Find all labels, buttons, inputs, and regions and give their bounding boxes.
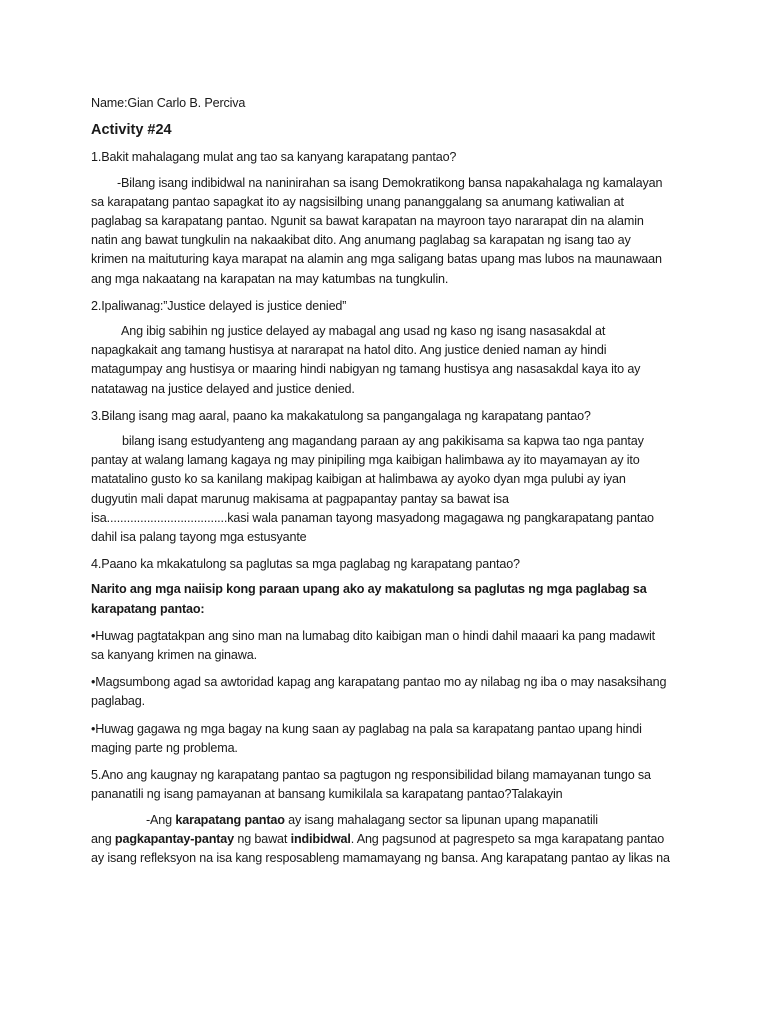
answer-3 <box>91 432 681 547</box>
answer-5-text: ang <box>91 831 115 846</box>
answer-4-intro-line: Narito ang mga naiisip kong paraan upang ako ay makatulong sa paglutas ng mga paglabag sa <box>91 582 647 597</box>
answer-5-line: ay isang refleksyon na isa kang resposableng mamamayang ng bansa. Ang karapatang pantao ay likas na <box>91 850 670 865</box>
bullet-item <box>91 627 681 665</box>
answer-5-line <box>91 811 681 830</box>
answer-5-text: -Ang <box>146 812 176 827</box>
answer-5-line <box>91 830 681 849</box>
bullet-line: sa kanyang krimen na ginawa. <box>91 648 257 663</box>
answer-5-text: . Ang pagsunod at pagrespeto sa mga karapatang pantao <box>350 831 665 846</box>
answer-2-line: Ang ibig sabihin ng justice delayed ay mabagal ang usad ng kaso ng isang nasasakdal at <box>121 324 606 339</box>
activity-title: Activity #24 <box>91 122 172 139</box>
answer-5-text: ay isang mahalagang sector sa lipunan upang mapanatili <box>284 812 598 827</box>
answer-1-line: paglabag sa karapatang pantao. Ngunit sa bawat karapatan na mayroon tayo nararapat din na alamin <box>91 214 644 229</box>
answer-2-line: napagkakait ang tamang hustisya at nararapat na hatol dito. Ang justice denied naman ay hindi <box>91 343 607 358</box>
bullet-line: •Huwag pagtatakpan ang sino man na lumabag dito kaibigan man o hindi dahil maaari ka pang madawit <box>91 628 655 643</box>
question-5-line: pananatili ng isang pamayanan at bansang kumikilala sa karapatang pantao?Talakayin <box>91 787 563 802</box>
bullet-line: maging parte ng problema. <box>91 740 238 755</box>
answer-3-line: dahil isa palang tayong mga estusyante <box>91 530 307 545</box>
student-name: Name:Gian Carlo B. Perciva <box>91 96 246 110</box>
answer-1-line: ang mga nakaatang na karapatan na may katumbas na tungkulin. <box>91 271 449 286</box>
answer-3-line: bilang isang estudyanteng ang magandang paraan ay ang pakikisama sa kapwa tao nga pantay <box>122 434 644 449</box>
answer-1-line: natin ang bawat tungkulin na nakaakibat dito. Ang anumang paglabag sa karapatan ng isang tao ay <box>91 233 631 248</box>
answer-5 <box>91 811 681 869</box>
answer-5-bold-term: pagkapantay-pantay <box>114 831 234 846</box>
answer-3-line: dugyutin mali dapat marunug makisama at pagpapantay pantay sa bawat isa <box>91 491 509 506</box>
answer-2-line: natatawag na justice delayed and justice denied. <box>91 381 355 396</box>
answer-3-line: pantay at walang lamang kagaya ng may pinipiling mga kaibigan halimbawa ay ito mayamayan ay ito <box>91 453 640 468</box>
bullet-item <box>91 673 681 711</box>
answer-5-bold-term: indibidwal <box>290 831 351 846</box>
answer-5-text: ng bawat <box>234 831 291 846</box>
question-5 <box>91 766 681 804</box>
question-2: 2.Ipaliwanag:”Justice delayed is justice denied” <box>91 298 347 313</box>
bullet-line: •Huwag gagawa ng mga bagay na kung saan ay paglabag na pala sa karapatang pantao upang hindi <box>91 721 642 736</box>
answer-1-line: sa karapatang pantao sapagkat ito ay nagsisilbing unang pananggalang sa anumang katiwalian at <box>91 194 624 209</box>
answer-2-line: matagumpay ang hustisya or maaring hindi nabigyan ng tamang hustisya ang nasasakdal kaya ito ay <box>91 362 641 377</box>
document-page <box>91 94 681 876</box>
question-4: 4.Paano ka mkakatulong sa paglutas sa mga paglabag ng karapatang pantao? <box>91 557 520 572</box>
answer-1-line: -Bilang isang indibidwal na naninirahan sa isang Demokratikong bansa napakahalaga ng kamalayan <box>117 175 663 190</box>
answer-1-line: krimen na maituturing kaya marapat na alamin ang mga saligang batas upang mas lubos na maunawaan <box>91 252 662 267</box>
question-1: 1.Bakit mahalagang mulat ang tao sa kanyang karapatang pantao? <box>91 150 457 165</box>
question-5-line: 5.Ano ang kaugnay ng karapatang pantao sa pagtugon ng responsibilidad bilang mamayanan tungo sa <box>91 768 651 783</box>
bullet-line: •Magsumbong agad sa awtoridad kapag ang karapatang pantao mo ay nilabag ng iba o may nasaksihang <box>91 675 667 690</box>
answer-3-line: isa....................................kasi wala panaman tayong masyadong magagawa ng pangkarapatang pantao <box>91 510 654 525</box>
answer-4-intro <box>91 580 681 618</box>
bullet-line: paglabag. <box>91 694 145 709</box>
answer-4-intro-line: karapatang pantao: <box>91 601 205 616</box>
bullet-item <box>91 720 681 758</box>
question-3: 3.Bilang isang mag aaral, paano ka makakatulong sa pangangalaga ng karapatang pantao? <box>91 408 591 423</box>
answer-5-bold-term: karapatang pantao <box>175 812 285 827</box>
answer-2 <box>91 322 681 399</box>
answer-3-line: matatalino gusto ko sa kanilang makipag kaibigan at halimbawa ay ayoko dyan mga pulubi ay iyan <box>91 472 626 487</box>
answer-1 <box>91 174 681 289</box>
